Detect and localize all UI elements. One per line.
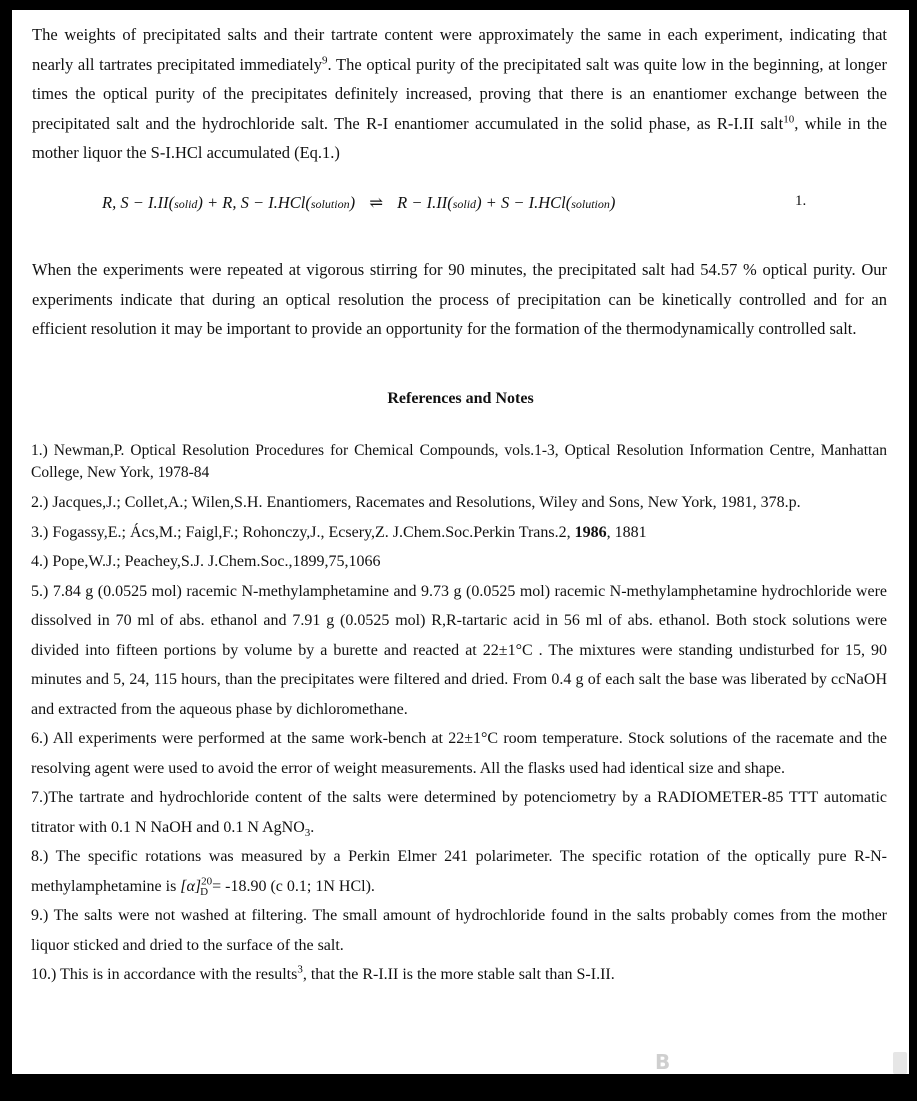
reference-2: 2.) Jacques,J.; Collet,A.; Wilen,S.H. Enantiomers, Racemates and Resolutions, Wiley and Sons, New York, 1981, 378.p.: [31, 494, 801, 511]
reference-8: [31, 842, 887, 901]
reference-5: 5.) 7.84 g (0.0525 mol) racemic N-methylamphetamine and 9.73 g (0.0525 mol) racemic N-methylamphetamine hydrochloride were dissolved in 70 ml of abs. ethanol and 7.91 g (0.0525 mol) R,R-tartaric acid in 56 ml of abs. ethanol. Both stock solutions were divided into fifteen portions by volume by a burette and reacted at 22±1°C . The mixtures were standing undisturbed for 15, 90 minutes and 5, 24, 115 hours, than the precipitates were filtered and dried. From 0.4 g of each salt the base was liberated by ccNaOH and extracted from the aqueous phase by dichloromethane.: [31, 582, 887, 718]
text-segment: , 1881: [606, 523, 647, 541]
corner-tab: [893, 1052, 907, 1074]
text-segment: , while in the mother liquor the S-I.HCl accumulated (Eq.1.): [32, 113, 887, 162]
paragraph-results: [32, 20, 887, 168]
equation-number: 1.: [795, 193, 807, 209]
text-segment: . The optical purity of the precipitated salt was quite low in the beginning, at longer times the optical purity of the precipitates definitely increased, proving that there is an enantiomer exchange between the precipitated salt and the hydrochloride salt. The R-I enantiomer accumulated in the solid phase, as R-I.II salt: [32, 54, 888, 133]
reference-6: 6.) All experiments were performed at the same work-bench at 22±1°C room temperature. Stock solutions of the racemate and the resolving agent were used to avoid the error of weight measurements. All the flasks used had identical size and shape.: [31, 730, 887, 777]
text-segment: 10.) This is in accordance with the results: [31, 966, 298, 983]
reference-4: 4.) Pope,W.J.; Peachey,S.J. J.Chem.Soc.,1899,75,1066: [31, 553, 381, 570]
reference-1: 1.) Newman,P. Optical Resolution Procedures for Chemical Compounds, vols.1-3, Optical Resolution Information Centre, Manhattan College, New York, 1978-84: [31, 442, 887, 481]
reference-10: [31, 960, 887, 990]
text-segment: 7.)The tartrate and hydrochloride content of the salts were determined by potenciometry by a RADIOMETER-85 TTT automatic titrator with 0.1 N NaOH and 0.1 N AgNO: [31, 789, 887, 836]
specific-rotation-symbol: [α]: [180, 877, 202, 895]
overlay-watermark: B: [655, 1050, 673, 1074]
eq-part: ) + S − I.HCl(: [476, 193, 572, 212]
reference-year: 1986: [574, 523, 607, 541]
text-segment: The weights of precipitated salts and their tartrate content were approximately the same in each experiment, indicating that nearly all tartrates precipitated immediately: [32, 25, 887, 74]
eq-sub: solution: [571, 197, 610, 211]
eq-part: ) + R, S − I.HCl(: [197, 193, 311, 212]
footnote-ref: 3: [297, 963, 303, 976]
equation-1: [102, 193, 822, 213]
eq-part: ): [349, 193, 356, 212]
text-segment: 3.) Fogassy,E.; Ács,M.; Faigl,F.; Rohonczy,J., Ecsery,Z. J.Chem.Soc.Perkin Trans.2,: [31, 523, 575, 541]
text-segment: .: [310, 818, 315, 836]
eq-sub: solid: [174, 197, 198, 211]
equilibrium-arrow-icon: ⇌: [369, 193, 384, 212]
eq-part: R − I.II(: [397, 193, 453, 212]
footnote-ref: 9: [322, 54, 328, 66]
footnote-ref: 10: [783, 113, 795, 125]
text-segment: = -18.90 (c 0.1; 1N HCl).: [208, 877, 375, 895]
reference-7: [31, 783, 887, 842]
superscript: 20: [201, 875, 213, 888]
eq-sub: solid: [452, 197, 477, 211]
reference-3: [31, 518, 887, 548]
paragraph-conclusion: When the experiments were repeated at vigorous stirring for 90 minutes, the precipitated salt had 54.57 % optical purity. Our experiments indicate that during an optical resolution the process of precipitation can be kinetically controlled and for an efficient resolution it may be important to provide an opportunity for the formation of the thermodynamically controlled salt.: [32, 260, 887, 338]
eq-part: R, S − I.II(: [102, 193, 175, 212]
eq-part: ): [609, 193, 616, 212]
text-segment: 8.) The specific rotations was measured by a Perkin Elmer 241 polarimeter. The specific rotation of the optically pure R-N-methylamphetamine is: [31, 848, 887, 895]
text-segment: , that the R-I.II is the more stable salt than S-I.II.: [302, 966, 615, 983]
references-list: [31, 440, 887, 990]
document-page: [12, 10, 909, 1074]
reference-9: 9.) The salts were not washed at filtering. The small amount of hydrochloride found in the salts probably comes from the mother liquor sticked and dried to the surface of the salt.: [31, 907, 887, 954]
eq-sub: solution: [310, 197, 350, 211]
subscript: 3: [304, 826, 311, 839]
subscript: D: [200, 885, 209, 898]
references-heading: References and Notes: [387, 390, 534, 407]
